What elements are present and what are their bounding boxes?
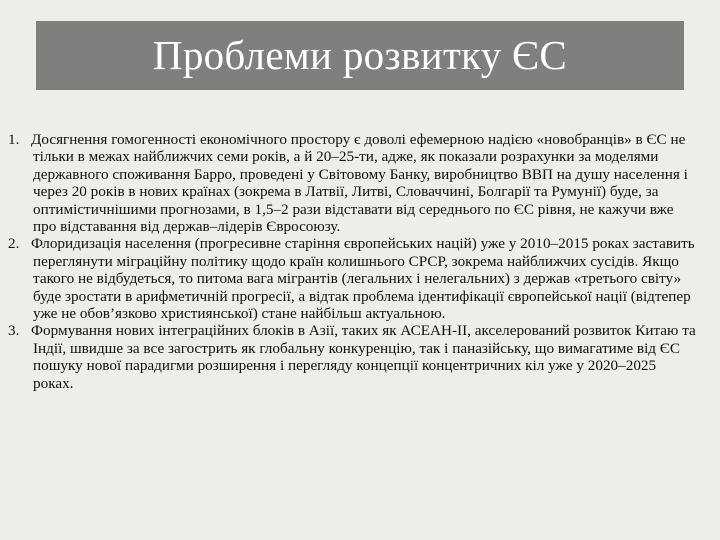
list-item-text: Досягнення гомогенності економічного простору є доволі ефемерною надією «новобранців» в ЄС не тільки в межах найближчих семи років, а й 20–25-ти, адже, як показали розрахунки за моделями державного споживання Барро, проведені у Світовому Банку, виробництво ВВП на душу населення і через 20 років в нових країнах (зокрема в Латвії, Литві, Словаччині, Болгарії та Румунії) буде, за оптимістичнішими прогнозами, в 1,5–2 рази відставати від середнього по ЄС рівня, не кажучи вже про відставання від держав–лідерів Євросоюзу. [31,131,688,236]
numbered-list [8,131,698,392]
list-item-number: 2. [8,235,20,253]
title-banner [36,21,684,90]
list-item-text: Формування нових інтеграційних блоків в Азії, таких як АСЕАН-ІІ, акселерований розвиток Китаю та Індії, швидше за все загострить як глобальну конкуренцію, так і паназійську, що вимагатиме від ЄС пошуку нової парадигми розширення і перегляду концепції концентричних кіл уже у 2020–2025 роках. [31,322,696,392]
list-item [8,235,698,322]
list-item-number: 3. [8,322,20,340]
list-item [8,322,698,392]
list-item-text: Флоридизація населення (прогресивне старіння європейських націй) уже у 2010–2015 роках заставить переглянути міграційну політику щодо країн колишнього СРСР, зокрема найближчих сусідів. Якщо такого не відбудеться, то питома вага мігрантів (легальних і нелегальних) з держав «третього світу» буде зростати в арифметичній прогресії, а відтак проблема ідентифікації європейської нації (відтепер уже не обов’язково християнської) стане найбільш актуальною. [31,235,695,323]
list-item-number: 1. [8,131,20,148]
list-item [8,131,698,235]
slide-title: Проблеми розвитку ЄС [152,32,568,78]
